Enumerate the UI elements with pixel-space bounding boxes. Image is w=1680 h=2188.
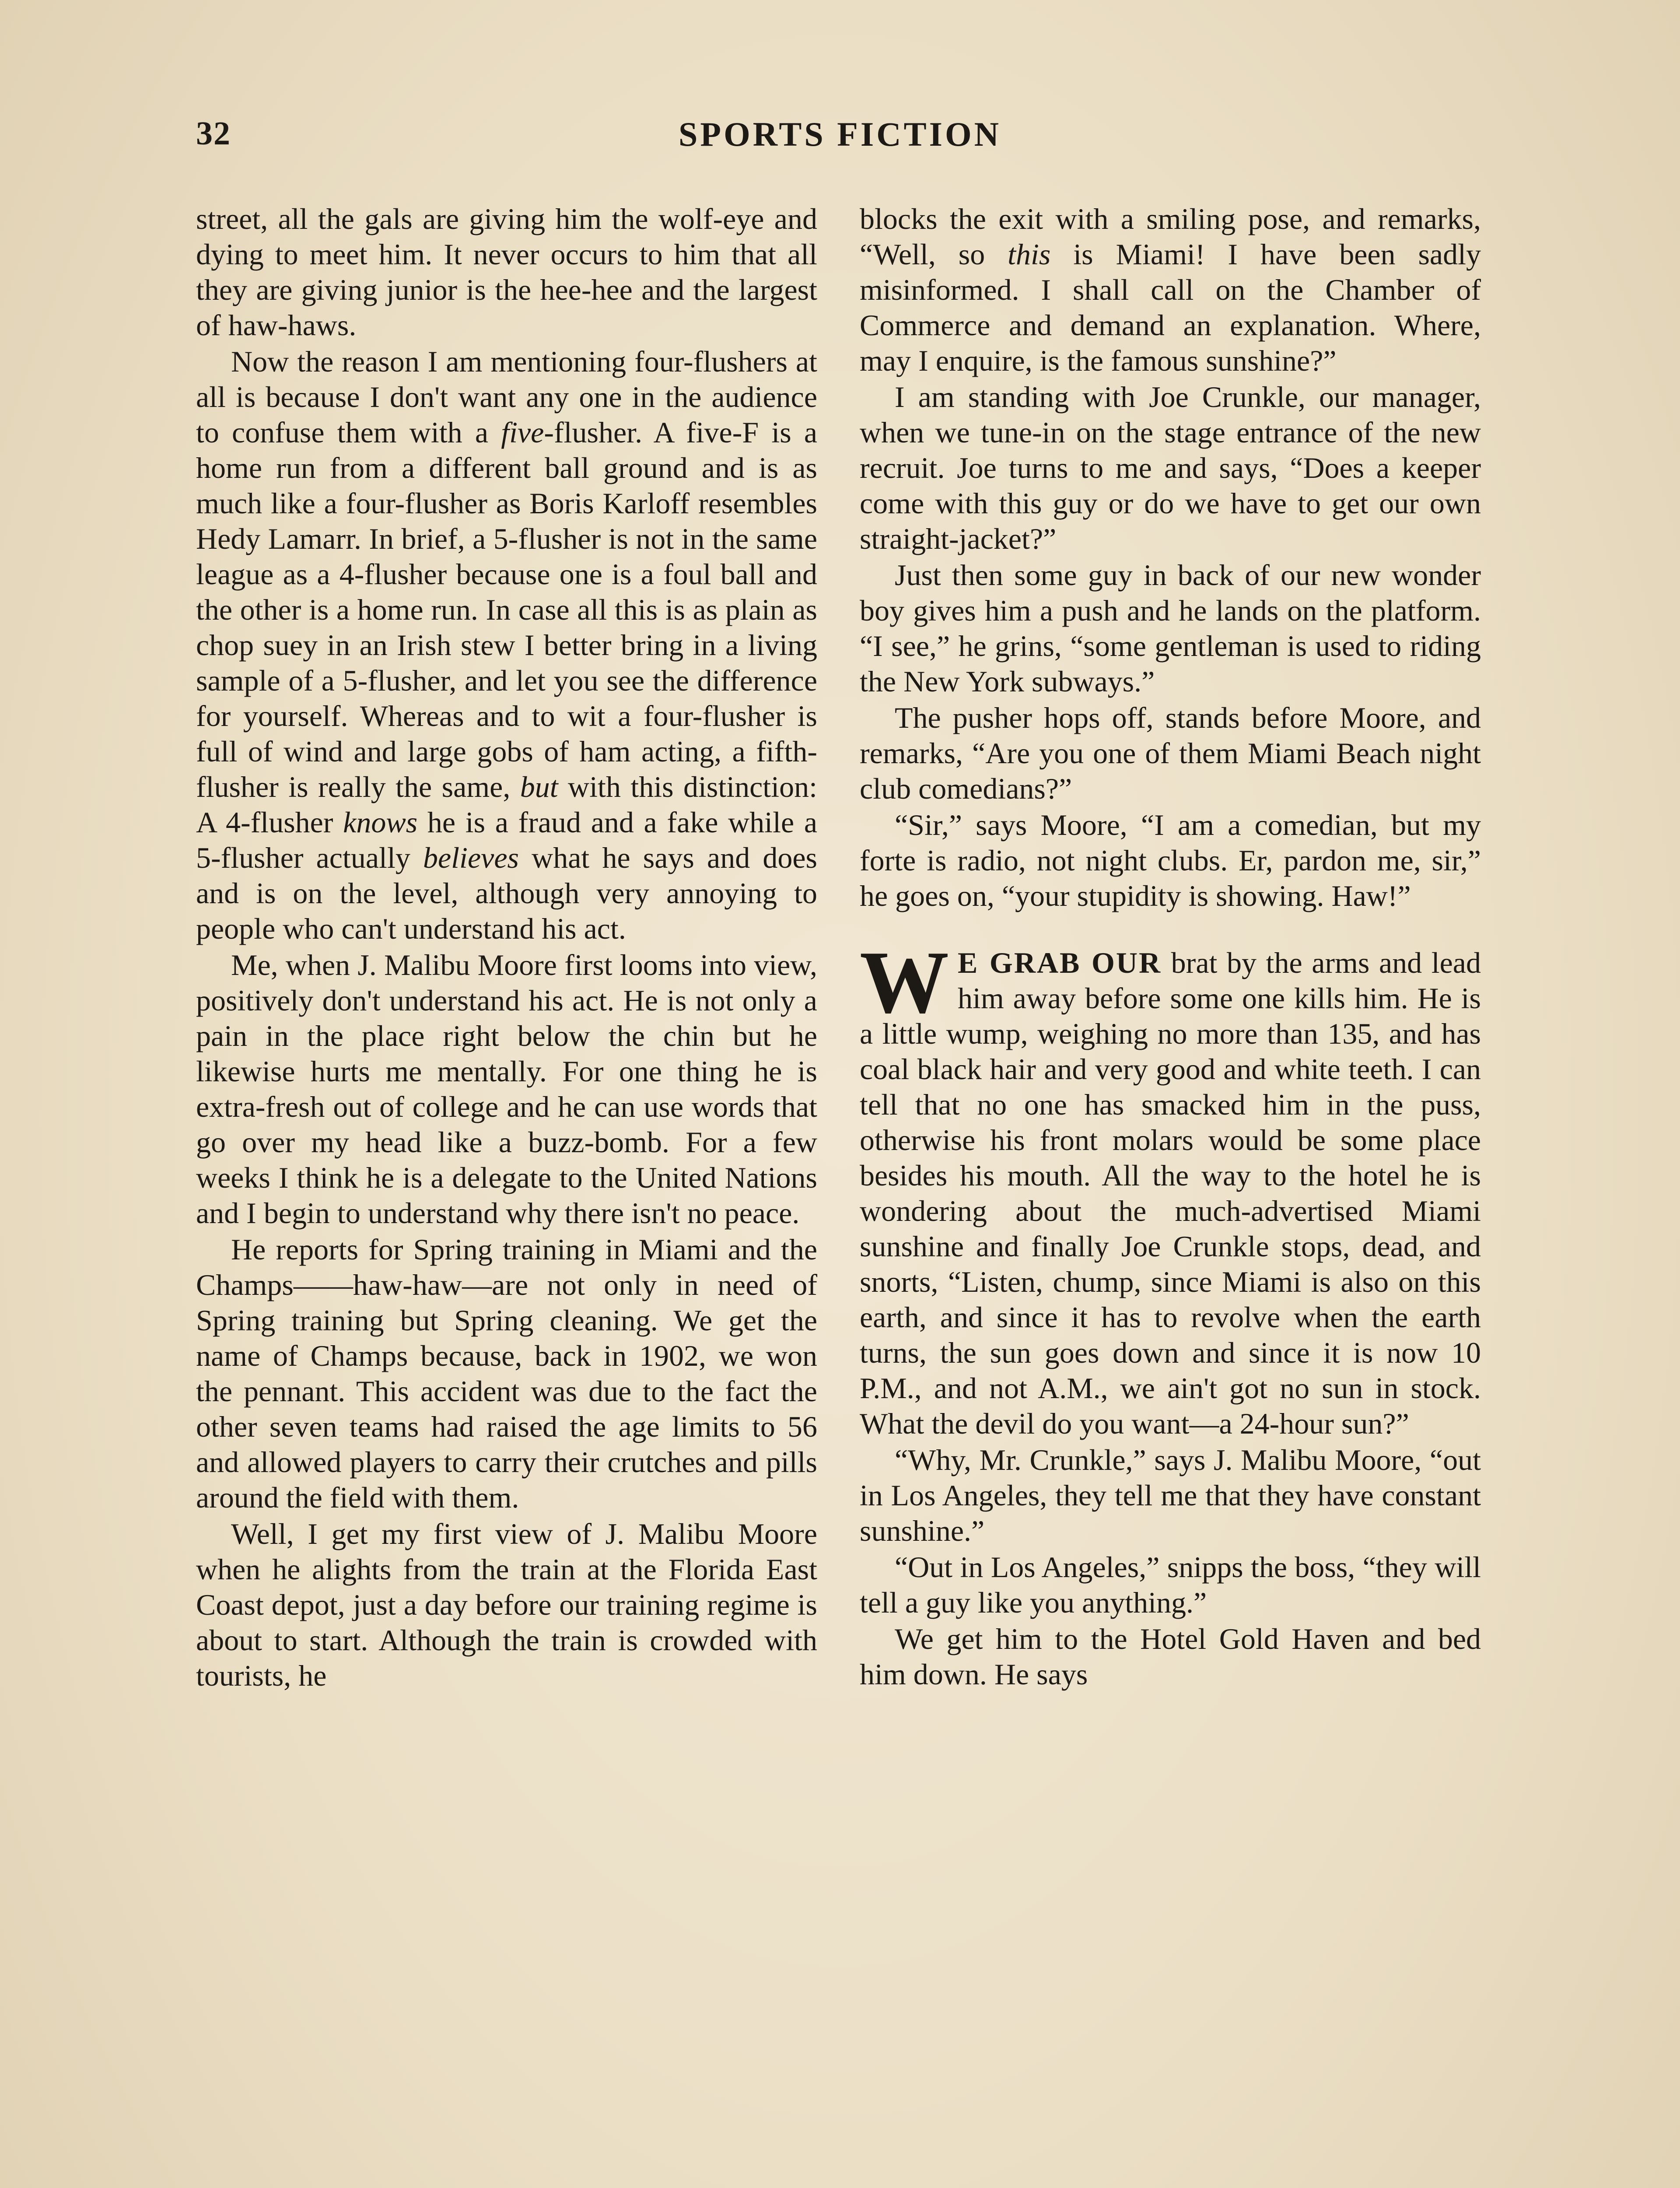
left-paragraph-2 <box>196 344 817 947</box>
text-run: brat by the arms and lead him away before some one kills him. He is a little wump, weighing no more than 135, and has coal black hair and very good and white teeth. I can tell that no one has smacked him in the puss, otherwise his front molars would be some place besides his mouth. All the way to the hotel he is wondering about the much-advertised Miami sunshine and finally Joe Crunkle stops, dead, and snorts, “Listen, chump, since Miami is also on this earth, and since it has to revolve when the earth turns, the sun goes down and since it is now 10 P.M., and not A.M., we ain't got no sun in stock. What the devil do you want—a 24-hour sun?” <box>860 946 1481 1440</box>
right-paragraph-4: The pusher hops off, stands before Moore, and remarks, “Are you one of them Miami Beach night club comedians?” <box>860 701 1481 805</box>
page-number: 32 <box>196 115 231 152</box>
right-paragraph-2: I am standing with Joe Crunkle, our manager, when we tune-in on the stage entrance of the new recruit. Joe turns to me and says, “Does a keeper come with this guy or do we have to get our own straight-jacket?” <box>860 380 1481 555</box>
lead-in-text: E GRAB OUR <box>958 946 1162 979</box>
left-paragraph-5: Well, I get my first view of J. Malibu Moore when he alights from the train at the Florida East Coast depot, just a day before our training regime is about to start. Although the train is crowded with tourists, he <box>196 1517 817 1692</box>
right-column <box>860 201 1481 1692</box>
right-paragraph-8: “Out in Los Angeles,” snipps the boss, “they will tell a guy like you anything.” <box>860 1550 1481 1619</box>
text-run: he is a fraud and a fake while a 5-flusher actually <box>196 806 817 874</box>
right-paragraph-1 <box>860 201 1481 379</box>
left-paragraph-4: He reports for Spring training in Miami and the Champs——haw-haw—are not only in need of Spring training but Spring cleaning. We get the name of Champs because, back in 1902, we won the pennant. This accident was due to the fact the other seven teams had raised the age limits to 56 and allowed players to carry their crutches and pills around the field with them. <box>196 1233 817 1514</box>
left-column <box>196 201 817 1694</box>
emphasis-text: five <box>501 416 544 449</box>
drop-cap: W <box>860 933 949 1032</box>
text-run: -flusher. A five-F is a home run from a different ball ground and is as much like a four-flusher as Boris Karloff resembles Hedy Lamarr. In brief, a 5-flusher is not in the same league as a 4-flusher because one is a foul ball and the other is a home run. In case all this is as plain as chop suey in an Irish stew I better bring in a living sample of a 5-flusher, and let you see the difference for yourself. Whereas and to wit a four-flusher is full of wind and large gobs of ham acting, a fifth-flusher is really the same, <box>196 416 818 803</box>
text-run: blocks the exit with a smiling pose, and remarks, “Well, so <box>860 202 1481 271</box>
emphasis-text: this <box>1008 238 1051 271</box>
emphasis-text: believes <box>423 841 519 874</box>
right-paragraph-3: Just then some guy in back of our new wonder boy gives him a push and he lands on the platform. “I see,” he grins, “some gentleman is used to riding the New York subways.” <box>860 558 1481 698</box>
emphasis-text: knows <box>343 806 418 839</box>
right-paragraph-5: “Sir,” says Moore, “I am a comedian, but my forte is radio, not night clubs. Er, pardon me, sir,” he goes on, “your stupidity is showing. Haw!” <box>860 808 1481 912</box>
left-paragraph-3: Me, when J. Malibu Moore first looms into view, positively don't understand his act. He is not only a pain in the place right below the chin but he likewise hurts me mentally. For one thing he is extra-fresh out of college and he can use words that go over my head like a buzz-bomb. For a few weeks I think he is a delegate to the United Nations and I begin to understand why there isn't no peace. <box>196 948 817 1230</box>
text-run: is Miami! I have been sadly misinformed. I shall call on the Chamber of Commerce and demand an explanation. Where, may I enquire, is the famous sunshine?” <box>860 238 1481 377</box>
right-paragraph-7: “Why, Mr. Crunkle,” says J. Malibu Moore, “out in Los Angeles, they tell me that they have constant sunshine.” <box>860 1443 1481 1547</box>
text-run: Now the reason I am mentioning four-flushers at all is because I don't want any one in the audience to confuse them with a <box>196 345 817 449</box>
text-run: with this distinction: A 4-flusher <box>196 770 817 839</box>
running-head-title: SPORTS FICTION <box>679 115 1001 153</box>
emphasis-text: but <box>520 770 558 803</box>
left-paragraph-1: street, all the gals are giving him the wolf-eye and dying to meet him. It never occurs to him that all they are giving junior is the hee-hee and the largest of haw-haws. <box>196 202 817 342</box>
text-run: what he says and does and is on the level, although very annoying to people who can't understand his act. <box>196 841 817 945</box>
right-paragraph-9: We get him to the Hotel Gold Haven and bed him down. He says <box>860 1622 1481 1691</box>
section-opening-paragraph <box>860 933 1481 1441</box>
